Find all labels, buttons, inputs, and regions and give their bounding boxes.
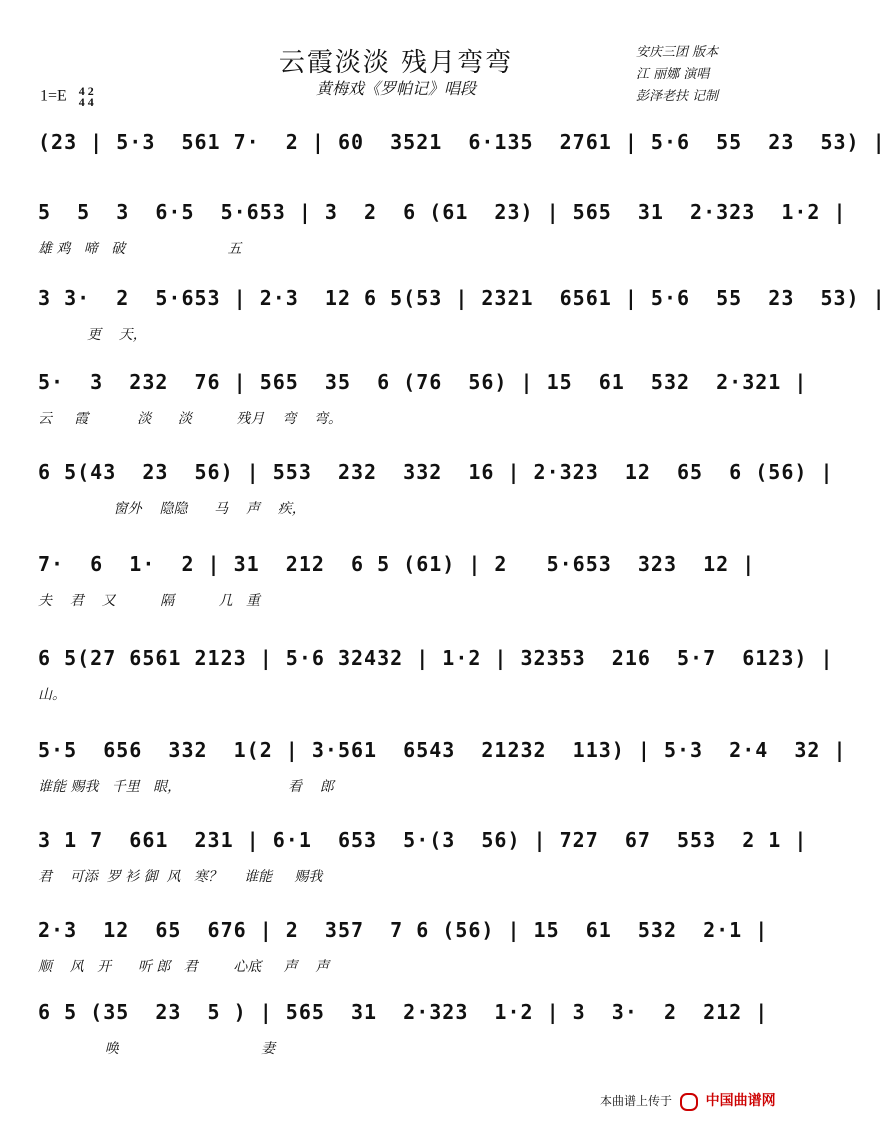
time-sig-bottom: 4 4 (78, 95, 94, 109)
footer (600, 1090, 776, 1111)
site-logo-icon (680, 1093, 698, 1111)
upload-note: 本曲谱上传于 (600, 1094, 673, 1108)
lyric-line: 云 霞 淡 淡 残月 弯 弯。 (38, 411, 343, 427)
lyric-line: 唤 妻 (38, 1041, 276, 1057)
lyric-line: 雄 鸡 啼 破 五 (38, 241, 242, 257)
score-credits (636, 42, 718, 108)
lyric-line: 谁能 赐我 千里 眼， 看 郎 (38, 779, 334, 795)
credit-version: 安庆三团 版本 (636, 45, 719, 60)
credit-transcriber: 彭泽老扶 记制 (636, 89, 719, 104)
lyric-line: 更 天， (38, 327, 147, 343)
notation-line: 2·3 12 65 676 | 2 357 7 6 (56) | 15 61 532 2·1 | (38, 918, 769, 942)
notation-line: 5· 3 232 76 | 565 35 6 (76 56) | 15 61 532 2·321 | (38, 370, 808, 394)
key-label: 1=E (40, 87, 67, 105)
lyric-line: 窗外 隐隐 马 声 疾， (38, 501, 306, 517)
notation-line: (23 | 5·3 561 7· 2 | 60 3521 6·135 2761 | 5·6 55 23 53) | (38, 130, 886, 154)
notation-line: 5 5 3 6·5 5·653 | 3 2 6 (61 23) | 565 31 2·323 1·2 | (38, 200, 847, 224)
score-title: 云霞淡淡 残月弯弯 (278, 48, 514, 78)
notation-line: 6 5(43 23 56) | 553 232 332 16 | 2·323 12 65 6 (56) | (38, 460, 834, 484)
credit-singer: 江 丽娜 演唱 (636, 67, 710, 82)
score-subtitle: 黄梅戏《罗帕记》唱段 (315, 79, 476, 98)
time-signature (79, 86, 94, 108)
lyric-line: 顺 风 开 听 郎 君 心底 声 声 (38, 959, 330, 975)
site-name: 中国曲谱网 (705, 1093, 776, 1109)
notation-line: 5·5 656 332 1(2 | 3·561 6543 21232 113) | 5·3 2·4 32 | (38, 738, 847, 762)
notation-line: 3 3· 2 5·653 | 2·3 12 6 5(53 | 2321 6561 | 5·6 55 23 53) | (38, 286, 886, 310)
lyric-line: 夫 君 又 隔 几 重 (38, 593, 260, 609)
notation-line: 6 5(27 6561 2123 | 5·6 32432 | 1·2 | 32353 216 5·7 6123) | (38, 646, 834, 670)
time-sig-top: 4 2 (78, 84, 94, 98)
notation-line: 3 1 7 661 231 | 6·1 653 5·(3 56) | 727 67 553 2 1 | (38, 828, 808, 852)
key-signature (40, 86, 94, 108)
notation-line: 6 5 (35 23 5 ) | 565 31 2·323 1·2 | 3 3· 2 212 | (38, 1000, 769, 1024)
lyric-line: 君 可添 罗 衫 御 风 寒？ 谁能 赐我 (38, 869, 323, 885)
lyric-line: 山。 (38, 687, 66, 703)
notation-line: 7· 6 1· 2 | 31 212 6 5 (61) | 2 5·653 323 12 | (38, 552, 756, 576)
